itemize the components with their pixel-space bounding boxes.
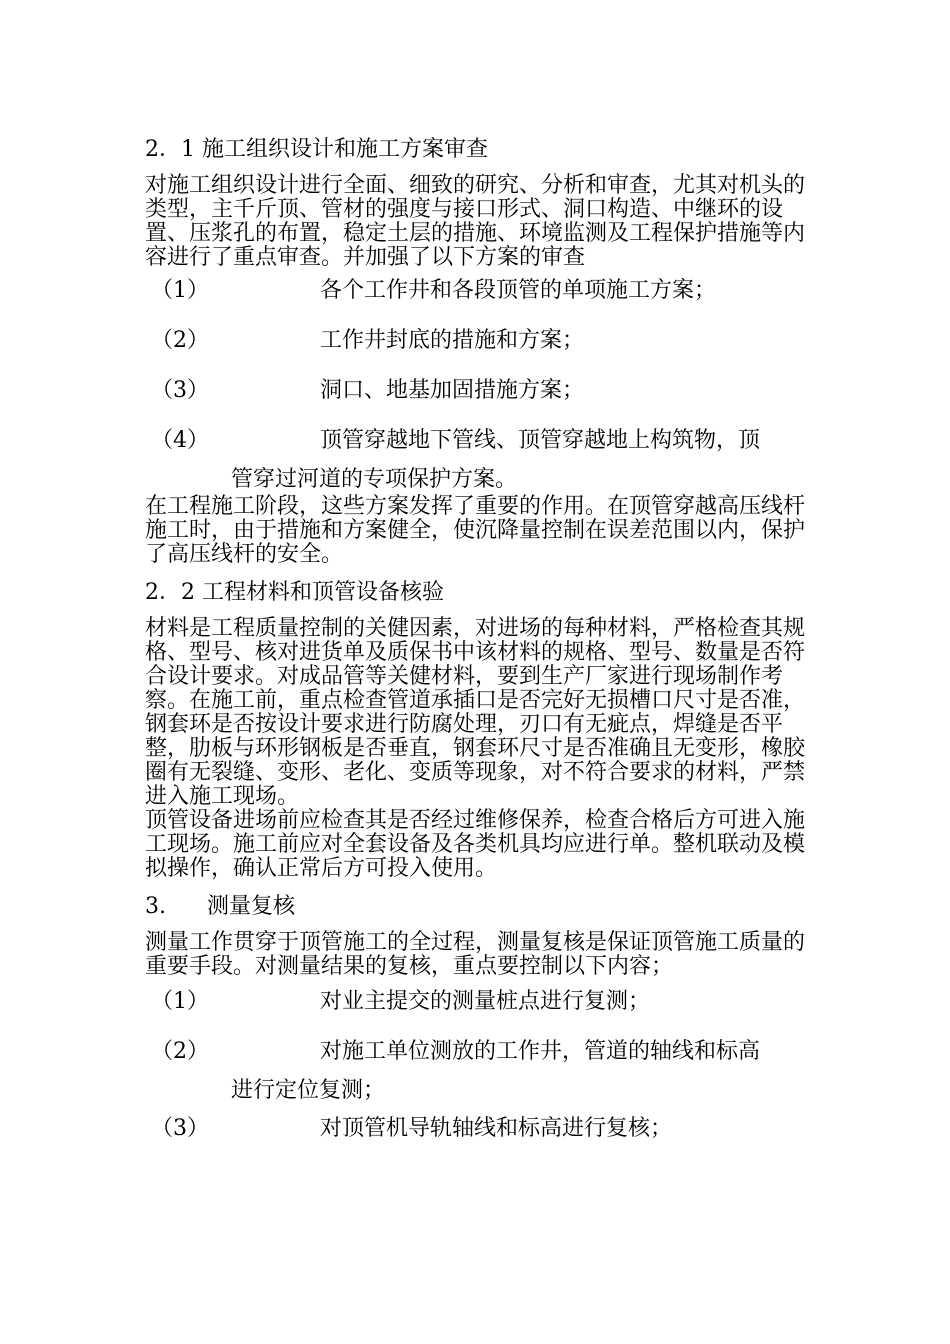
list-item-text: 对施工单位测放的工作井，管道的轴线和标高 — [320, 1039, 761, 1064]
list-item — [151, 276, 817, 306]
list-item — [151, 1114, 817, 1144]
list-item-number: （3） — [151, 378, 209, 403]
section-2-1-conclusion: 在工程施工阶段，这些方案发挥了重要的作用。在顶管穿越高压线杆施工时，由于措施和方案健全，使沉降量控制在误差范围以内，保护了高压线杆的安全。 — [145, 494, 806, 567]
list-item-text: 工作井封底的措施和方案； — [320, 328, 585, 353]
list-item-text: 各个工作井和各段顶管的单项施工方案； — [320, 278, 717, 303]
list-item — [151, 1037, 817, 1106]
list-item-number: （1） — [151, 989, 209, 1014]
section-2-2-paragraph-1: 材料是工程质量控制的关健因素，对进场的每种材料，严格检查其规格、型号、核对进货单及质保书中该材料的规格、型号、数量是否符合设计要求。对成品管等关健材料，要到生产厂家进行现场制作考察。在施工前，重点检查管道承插口是否完好无损槽口尺寸是否准，钢套环是否按设计要求进行防腐处理，刃口有无疵点，焊缝是否平整，肋板与环形钢板是否垂直，钢套环尺寸是否准确且无变形，橡胶圈有无裂缝、变形、老化、变质等现象，对不符合要求的材料，严禁进入施工现场。 — [145, 616, 806, 809]
list-item-text: 洞口、地基加固措施方案； — [320, 378, 585, 403]
section-3-title: 测量复核 — [207, 894, 296, 919]
list-item — [151, 426, 817, 495]
list-item-number: （2） — [151, 1039, 209, 1064]
section-3-intro: 测量工作贯穿于顶管施工的全过程，测量复核是保证顶管施工质量的重要手段。对测量结果的复核，重点要控制以下内容； — [145, 930, 806, 979]
list-item-number: （3） — [151, 1116, 209, 1141]
list-item-number: （2） — [151, 328, 209, 353]
list-item-number: （1） — [151, 278, 209, 303]
section-2-2-paragraph-2: 顶管设备进场前应检查其是否经过维修保养，检查合格后方可进入施工现场。施工前应对全套设备及各类机具均应进行单。整机联动及模拟操作，确认正常后方可投入使用。 — [145, 808, 806, 881]
list-item — [151, 326, 817, 356]
section-3-number: 3. — [145, 894, 166, 919]
list-item-continuation: 管穿过河道的专项保护方案。 — [231, 467, 518, 492]
section-2-1-intro: 对施工组织设计进行全面、细致的研究、分析和审查，尤其对机头的类型，主千斤顶、管材的强度与接口形式、洞口构造、中继环的设置、压浆孔的布置，稳定土层的措施、环境监测及工程保护措施等内容进行了重点审查。并加强了以下方案的审查 — [145, 173, 806, 270]
list-item — [151, 987, 817, 1017]
list-item-text: 顶管穿越地下管线、顶管穿越地上构筑物，顶 — [320, 428, 761, 453]
section-3-heading — [145, 891, 817, 923]
list-item-text: 对顶管机导轨轴线和标高进行复核； — [320, 1116, 673, 1141]
document-body — [145, 134, 817, 1144]
list-item — [151, 376, 817, 406]
section-2-2-heading: 2．2 工程材料和顶管设备核验 — [145, 580, 444, 605]
list-item-text: 对业主提交的测量桩点进行复测； — [320, 989, 651, 1014]
section-2-1-heading: 2．1 施工组织设计和施工方案审查 — [145, 137, 488, 162]
list-item-number: （4） — [151, 428, 209, 453]
list-item-continuation: 进行定位复测； — [231, 1078, 386, 1103]
